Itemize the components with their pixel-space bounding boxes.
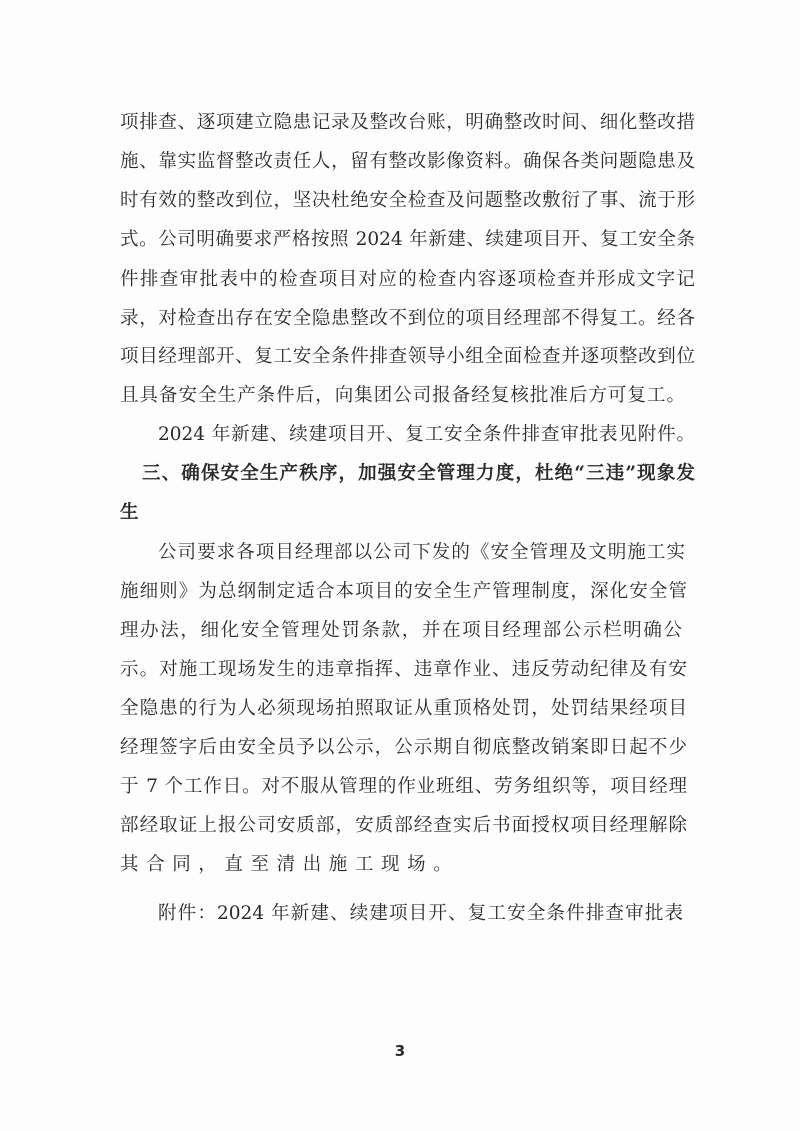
body-line: 于 7 个工作日。对不服从管理的作业班组、劳务组织等，项目经理 — [120, 776, 687, 797]
body-line: 全隐患的行为人必须现场拍照取证从重顶格处罚，处罚结果经项目 — [120, 698, 687, 719]
body-line: 理办法，细化安全管理处罚条款，并在项目经理部公示栏明确公 — [120, 620, 682, 641]
section-heading-cont: 生 — [120, 502, 139, 523]
body-line: 式。公司明确要求严格按照 2024 年新建、续建项目开、复工安全条 — [120, 229, 695, 250]
body-line: 录，对检查出存在安全隐患整改不到位的项目经理部不得复工。经各 — [120, 308, 695, 329]
attachment-note: 2024 年新建、续建项目开、复工安全条件排查审批表见附件。 — [158, 424, 695, 445]
body-line: 施细则》为总纲制定适合本项目的安全生产管理制度，深化安全管 — [120, 581, 687, 602]
body-line: 示。对施工现场发生的违章指挥、违章作业、违反劳动纪律及有安 — [120, 659, 687, 680]
body-line: 项排查、逐项建立隐患记录及整改台账，明确整改时间、细化整改措 — [120, 112, 695, 133]
body-line: 部经取证上报公司安质部，安质部经查实后书面授权项目经理解除 — [120, 815, 687, 836]
body-line: 件排查审批表中的检查项目对应的检查内容逐项检查并形成文字记 — [120, 269, 695, 290]
body-line: 经理签字后由安全员予以公示，公示期自彻底整改销案即日起不少 — [120, 737, 687, 758]
page-number: 3 — [394, 1042, 406, 1060]
body-line: 施、靠实监督整改责任人，留有整改影像资料。确保各类问题隐患及 — [120, 151, 695, 172]
body-line: 公司要求各项目经理部以公司下发的《安全管理及文明施工实 — [158, 542, 685, 563]
body-line: 时有效的整改到位，坚决杜绝安全检查及问题整改敷衍了事、流于形 — [120, 190, 695, 211]
attachment-line: 附件：2024 年新建、续建项目开、复工安全条件排查审批表 — [158, 903, 683, 924]
body-line: 项目经理部开、复工安全条件排查领导小组全面检查并逐项整改到位 — [120, 346, 695, 367]
body-line: 且具备安全生产条件后，向集团公司报备经复核批准后方可复工。 — [120, 385, 685, 406]
section-heading: 三、确保安全生产秩序，加强安全管理力度，杜绝“三违”现象发 — [142, 463, 695, 484]
body-line: 其合同，直至清出施工现场。 — [120, 854, 460, 875]
